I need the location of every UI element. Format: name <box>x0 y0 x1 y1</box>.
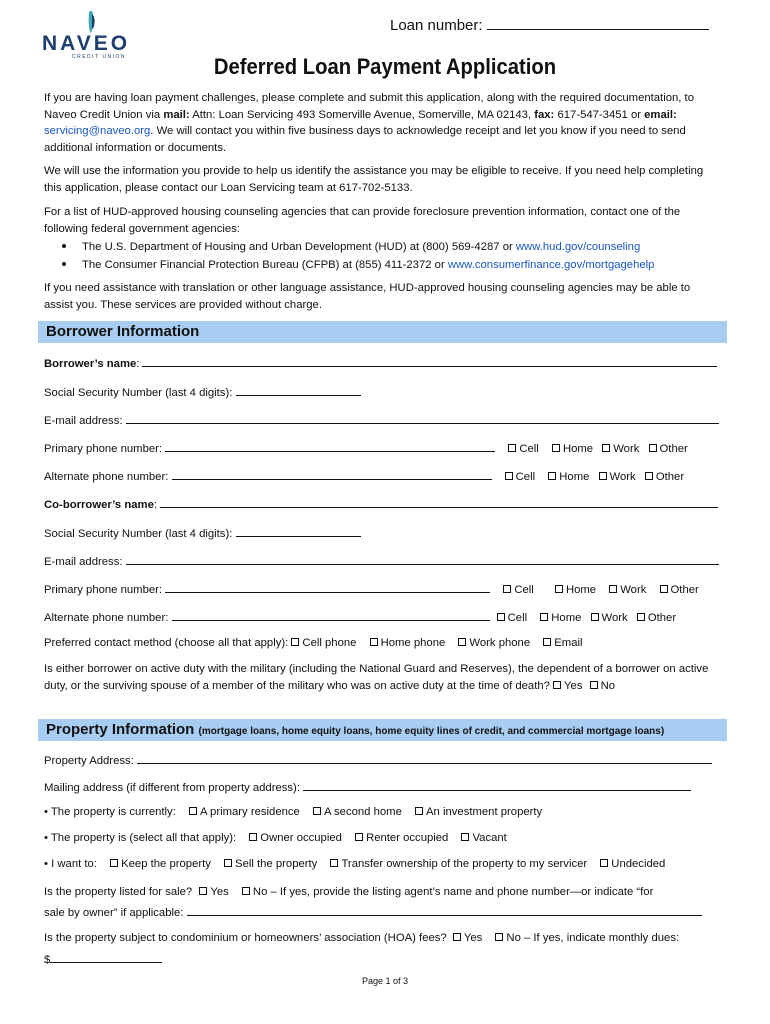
military-text: Is either borrower on active duty with the military (including the National Guard and Reserves), the dependent of a borrower on active duty, or the surviving spouse of a member of the military who was on active duty at the time of death? <box>44 663 709 692</box>
listing-agent-label: sale by owner” if applicable: <box>44 907 187 919</box>
phone-type-other[interactable] <box>637 612 676 624</box>
checkbox[interactable] <box>599 472 607 480</box>
option-label: Vacant <box>472 832 507 844</box>
hoa-dues-field[interactable] <box>50 951 162 963</box>
option-label: Other <box>655 471 685 483</box>
sell-property-option[interactable] <box>224 858 317 870</box>
phone-type-home[interactable] <box>555 584 596 596</box>
page-title: Deferred Loan Payment Application <box>213 54 557 79</box>
checkbox[interactable] <box>458 638 466 646</box>
listing-agent-row <box>44 904 702 919</box>
option-label: Work phone <box>469 637 531 649</box>
checkbox[interactable] <box>313 807 321 815</box>
phone-type-other[interactable] <box>660 584 699 596</box>
option-label: A second home <box>323 806 402 818</box>
property-address-label: Property Address: <box>44 755 137 767</box>
phone-type-work[interactable] <box>599 471 636 483</box>
option-label: Sell the property <box>235 858 318 870</box>
option-label: Cell <box>514 584 534 596</box>
option-label: Undecided <box>611 858 666 870</box>
checkbox[interactable] <box>370 638 378 646</box>
logo-wordmark: NAVEO <box>42 32 131 55</box>
primary-phone-label: Primary phone number: <box>44 443 166 455</box>
primary-phone-label: Primary phone number: <box>44 584 166 596</box>
checkbox[interactable] <box>543 638 551 646</box>
checkbox[interactable] <box>453 933 461 941</box>
colon: : <box>153 499 157 511</box>
coborrower-ssn-field[interactable] <box>236 525 361 537</box>
borrower-alt-phone-row <box>44 468 684 483</box>
phone-type-cell[interactable] <box>503 584 533 596</box>
option-label: Other <box>670 584 699 596</box>
checkbox[interactable] <box>110 859 118 867</box>
hud-bullet <box>62 241 640 253</box>
contact-home-phone[interactable] <box>370 637 446 649</box>
phone-type-cell[interactable] <box>505 471 535 483</box>
mailing-address-row <box>44 779 691 794</box>
option-label: An investment property <box>426 806 543 818</box>
option-label: Email <box>554 637 583 649</box>
checkbox[interactable] <box>291 638 299 646</box>
renter-occupied-option[interactable] <box>355 832 448 844</box>
phone-type-cell[interactable] <box>508 443 538 455</box>
option-label: Cell <box>515 471 536 483</box>
option-label: Renter occupied <box>366 832 449 844</box>
checkbox[interactable] <box>548 472 556 480</box>
intro-paragraph-2: We will use the information you provide to help us identify the assistance you may be eligible to receive. If you need help completing this application, please contact our Loan Servicing team at 617-702-5133. <box>44 165 704 194</box>
option-label: Home phone <box>380 637 446 649</box>
checkbox[interactable] <box>503 585 511 593</box>
military-no[interactable] <box>590 680 615 692</box>
checkbox[interactable] <box>555 585 563 593</box>
borrower-name-field[interactable] <box>142 355 717 367</box>
checkbox[interactable] <box>508 444 516 452</box>
mailing-address-field[interactable] <box>303 779 691 791</box>
coborrower-alt-phone-field[interactable] <box>172 609 490 621</box>
hud-link[interactable]: www.hud.gov/counseling <box>515 241 641 253</box>
coborrower-ssn-row <box>44 525 361 540</box>
option-label: Other <box>659 443 688 455</box>
loan-number-label: Loan number: <box>390 17 487 34</box>
listed-no-option[interactable] <box>242 886 653 898</box>
intro-paragraph-4: If you need assistance with translation or other language assistance, HUD-approved housing counseling agencies may be able to assist you. These services are provided without charge. <box>44 282 691 311</box>
bullet-icon: • <box>44 806 48 818</box>
ssn-label: Social Security Number (last 4 digits): <box>44 387 236 399</box>
option-label: Work <box>613 443 640 455</box>
military-yes[interactable] <box>553 680 582 692</box>
coborrower-name-label: Co-borrower’s name <box>44 499 154 511</box>
borrower-name-label: Borrower’s name <box>44 358 137 370</box>
checkbox[interactable] <box>497 613 505 621</box>
coborrower-email-field[interactable] <box>126 553 719 565</box>
coborrower-name-row <box>44 496 718 511</box>
preferred-contact-label: Preferred contact method (choose all that apply): <box>44 637 292 649</box>
property-section-title <box>46 721 664 738</box>
loan-number-line <box>390 14 709 34</box>
mailing-address-label: Mailing address (if different from property address): <box>44 782 304 794</box>
property-section-header <box>38 719 727 741</box>
hoa-fees-row <box>44 932 679 944</box>
checkbox[interactable] <box>645 472 653 480</box>
checkbox[interactable] <box>591 613 599 621</box>
property-address-row <box>44 752 712 767</box>
borrower-primary-phone-row <box>44 440 688 455</box>
checkbox[interactable] <box>461 833 469 841</box>
owner-occupied-option[interactable] <box>249 832 342 844</box>
dollar-sign: $ <box>44 954 51 966</box>
checkbox[interactable] <box>505 472 513 480</box>
checkbox[interactable] <box>609 585 617 593</box>
borrower-email-field[interactable] <box>126 412 719 424</box>
phone-type-home[interactable] <box>548 471 589 483</box>
transfer-ownership-option[interactable] <box>330 858 587 870</box>
checkbox[interactable] <box>553 681 561 689</box>
military-question <box>44 661 724 694</box>
phone-type-work[interactable] <box>591 612 628 624</box>
intro-text-a: If you are having loan payment challenges, please complete and submit this application, along with the required documentation, to Naveo Credit Union via <box>44 92 694 121</box>
checkbox[interactable] <box>637 613 645 621</box>
investment-property-option[interactable] <box>415 806 542 818</box>
property-currently-row <box>44 806 542 818</box>
option-label: Home <box>562 443 594 455</box>
bullet-icon: • <box>44 858 48 870</box>
hoa-no-option[interactable] <box>495 932 679 944</box>
option-label: No <box>600 679 616 692</box>
borrower-alt-phone-field[interactable] <box>172 468 492 480</box>
coborrower-alt-phone-row <box>44 609 676 624</box>
option-label: Other <box>647 612 677 624</box>
checkbox[interactable] <box>224 859 232 867</box>
option-label: Yes <box>210 886 229 898</box>
cfpb-link[interactable]: www.consumerfinance.gov/mortgagehelp <box>447 259 655 271</box>
currently-label: The property is currently: <box>50 806 176 818</box>
listing-agent-field[interactable] <box>187 904 702 916</box>
option-label: Keep the property <box>121 858 211 870</box>
email-label: E-mail address: <box>44 556 126 568</box>
option-label: Transfer ownership of the property to my servicer <box>341 858 588 870</box>
intro-paragraph-3: For a list of HUD-approved housing counseling agencies that can provide foreclosure prevention information, contact one of the following federal government agencies: <box>44 206 681 235</box>
phone-type-other[interactable] <box>649 443 688 455</box>
property-section-subtitle: (mortgage loans, home equity loans, home equity lines of credit, and commercial mortgage loans) <box>198 726 665 737</box>
checkbox[interactable] <box>355 833 363 841</box>
hud-text: The U.S. Department of Housing and Urban Development (HUD) at (800) 569-4287 or <box>82 241 516 253</box>
phone-type-other[interactable] <box>645 471 684 483</box>
hoa-yes-option[interactable] <box>453 932 482 944</box>
vacant-option[interactable] <box>461 832 506 844</box>
servicing-email-link[interactable]: servicing@naveo.org <box>44 125 151 137</box>
page-number: Page 1 of 3 <box>361 976 409 986</box>
undecided-option[interactable] <box>600 858 665 870</box>
bullet-icon: • <box>44 832 48 844</box>
option-label: A primary residence <box>200 806 300 818</box>
option-label: Work <box>601 612 628 624</box>
checkbox[interactable] <box>189 807 197 815</box>
option-label: No – If yes, provide the listing agent’s name and phone number—or indicate “for <box>252 886 654 898</box>
borrower-section-header <box>38 321 727 343</box>
listed-yes-option[interactable] <box>199 886 228 898</box>
want-to-label: I want to: <box>51 858 97 870</box>
option-label: Yes <box>463 932 483 944</box>
phone-type-home[interactable] <box>552 443 593 455</box>
checkbox[interactable] <box>602 444 610 452</box>
borrower-name-row <box>44 355 717 370</box>
bullet-icon <box>62 262 66 266</box>
checkbox[interactable] <box>552 444 560 452</box>
checkbox[interactable] <box>242 887 250 895</box>
alt-phone-label: Alternate phone number: <box>44 612 172 624</box>
coborrower-email-row <box>44 553 719 568</box>
phone-type-home[interactable] <box>540 612 581 624</box>
preferred-contact-row <box>44 637 583 649</box>
cfpb-bullet <box>62 259 654 271</box>
option-label: Home <box>565 584 597 596</box>
second-home-option[interactable] <box>313 806 402 818</box>
hoa-question: Is the property subject to condominium or homeowners’ association (HOA) fees? <box>44 932 447 944</box>
intro-text-c: 617-547-3451 or <box>554 108 645 121</box>
phone-type-work[interactable] <box>609 584 646 596</box>
contact-cell-phone[interactable] <box>291 637 356 649</box>
alt-phone-label: Alternate phone number: <box>44 471 172 483</box>
checkbox[interactable] <box>495 933 503 941</box>
option-label: Home <box>551 612 582 624</box>
checkbox[interactable] <box>199 887 207 895</box>
option-label: Yes <box>564 679 583 692</box>
logo-subtitle: CREDIT UNION <box>72 54 127 60</box>
cfpb-text: The Consumer Financial Protection Bureau (CFPB) at (855) 411-2372 or <box>82 259 448 271</box>
option-label: Cell phone <box>302 637 357 649</box>
option-label: Work <box>620 584 647 596</box>
property-is-label: The property is (select all that apply): <box>50 832 237 844</box>
intro-text-d: . We will contact you within five business days to acknowledge receipt and let you know if you need to send additional information or documents. <box>44 125 686 154</box>
checkbox[interactable] <box>330 859 338 867</box>
phone-type-work[interactable] <box>602 443 639 455</box>
bullet-icon <box>62 244 66 248</box>
property-title-text: Property Information <box>46 721 195 738</box>
checkbox[interactable] <box>649 444 657 452</box>
intro-text-b: Attn: Loan Servicing 493 Somerville Avenue, Somerville, MA 02143, <box>189 108 535 121</box>
checkbox[interactable] <box>415 807 423 815</box>
email-label: E-mail address: <box>44 415 126 427</box>
loan-number-field[interactable] <box>487 14 709 30</box>
contact-work-phone[interactable] <box>458 637 530 649</box>
ssn-label: Social Security Number (last 4 digits): <box>44 528 236 540</box>
property-address-field[interactable] <box>137 752 712 764</box>
borrower-primary-phone-field[interactable] <box>165 440 495 452</box>
listed-for-sale-row <box>44 886 653 898</box>
contact-email[interactable] <box>543 637 582 649</box>
borrower-ssn-row <box>44 384 361 399</box>
option-label: Cell <box>519 443 539 455</box>
checkbox[interactable] <box>540 613 548 621</box>
checkbox[interactable] <box>249 833 257 841</box>
borrower-ssn-field[interactable] <box>236 384 361 396</box>
want-to-row <box>44 858 665 870</box>
borrower-email-row <box>44 412 719 427</box>
phone-type-cell[interactable] <box>497 612 527 624</box>
coborrower-primary-phone-row <box>44 581 699 596</box>
listed-for-sale-question: Is the property listed for sale? <box>44 886 193 898</box>
option-label: Home <box>559 471 590 483</box>
intro-paragraph-1 <box>44 90 720 156</box>
colon: : <box>136 358 140 370</box>
coborrower-primary-phone-field[interactable] <box>165 581 490 593</box>
email-label: email: <box>644 108 677 121</box>
option-label: Cell <box>507 612 528 624</box>
checkbox[interactable] <box>590 681 598 689</box>
hoa-dues-row <box>44 951 162 966</box>
coborrower-name-field[interactable] <box>160 496 718 508</box>
option-label: Work <box>609 471 636 483</box>
option-label: No – If yes, indicate monthly dues: <box>506 932 680 944</box>
keep-property-option[interactable] <box>110 858 211 870</box>
property-is-row <box>44 832 507 844</box>
checkbox[interactable] <box>660 585 668 593</box>
checkbox[interactable] <box>600 859 608 867</box>
fax-label: fax: <box>534 108 555 121</box>
borrower-section-title: Borrower Information <box>46 323 200 340</box>
option-label: Owner occupied <box>260 832 342 844</box>
primary-residence-option[interactable] <box>189 806 300 818</box>
mail-label: mail: <box>163 108 190 121</box>
